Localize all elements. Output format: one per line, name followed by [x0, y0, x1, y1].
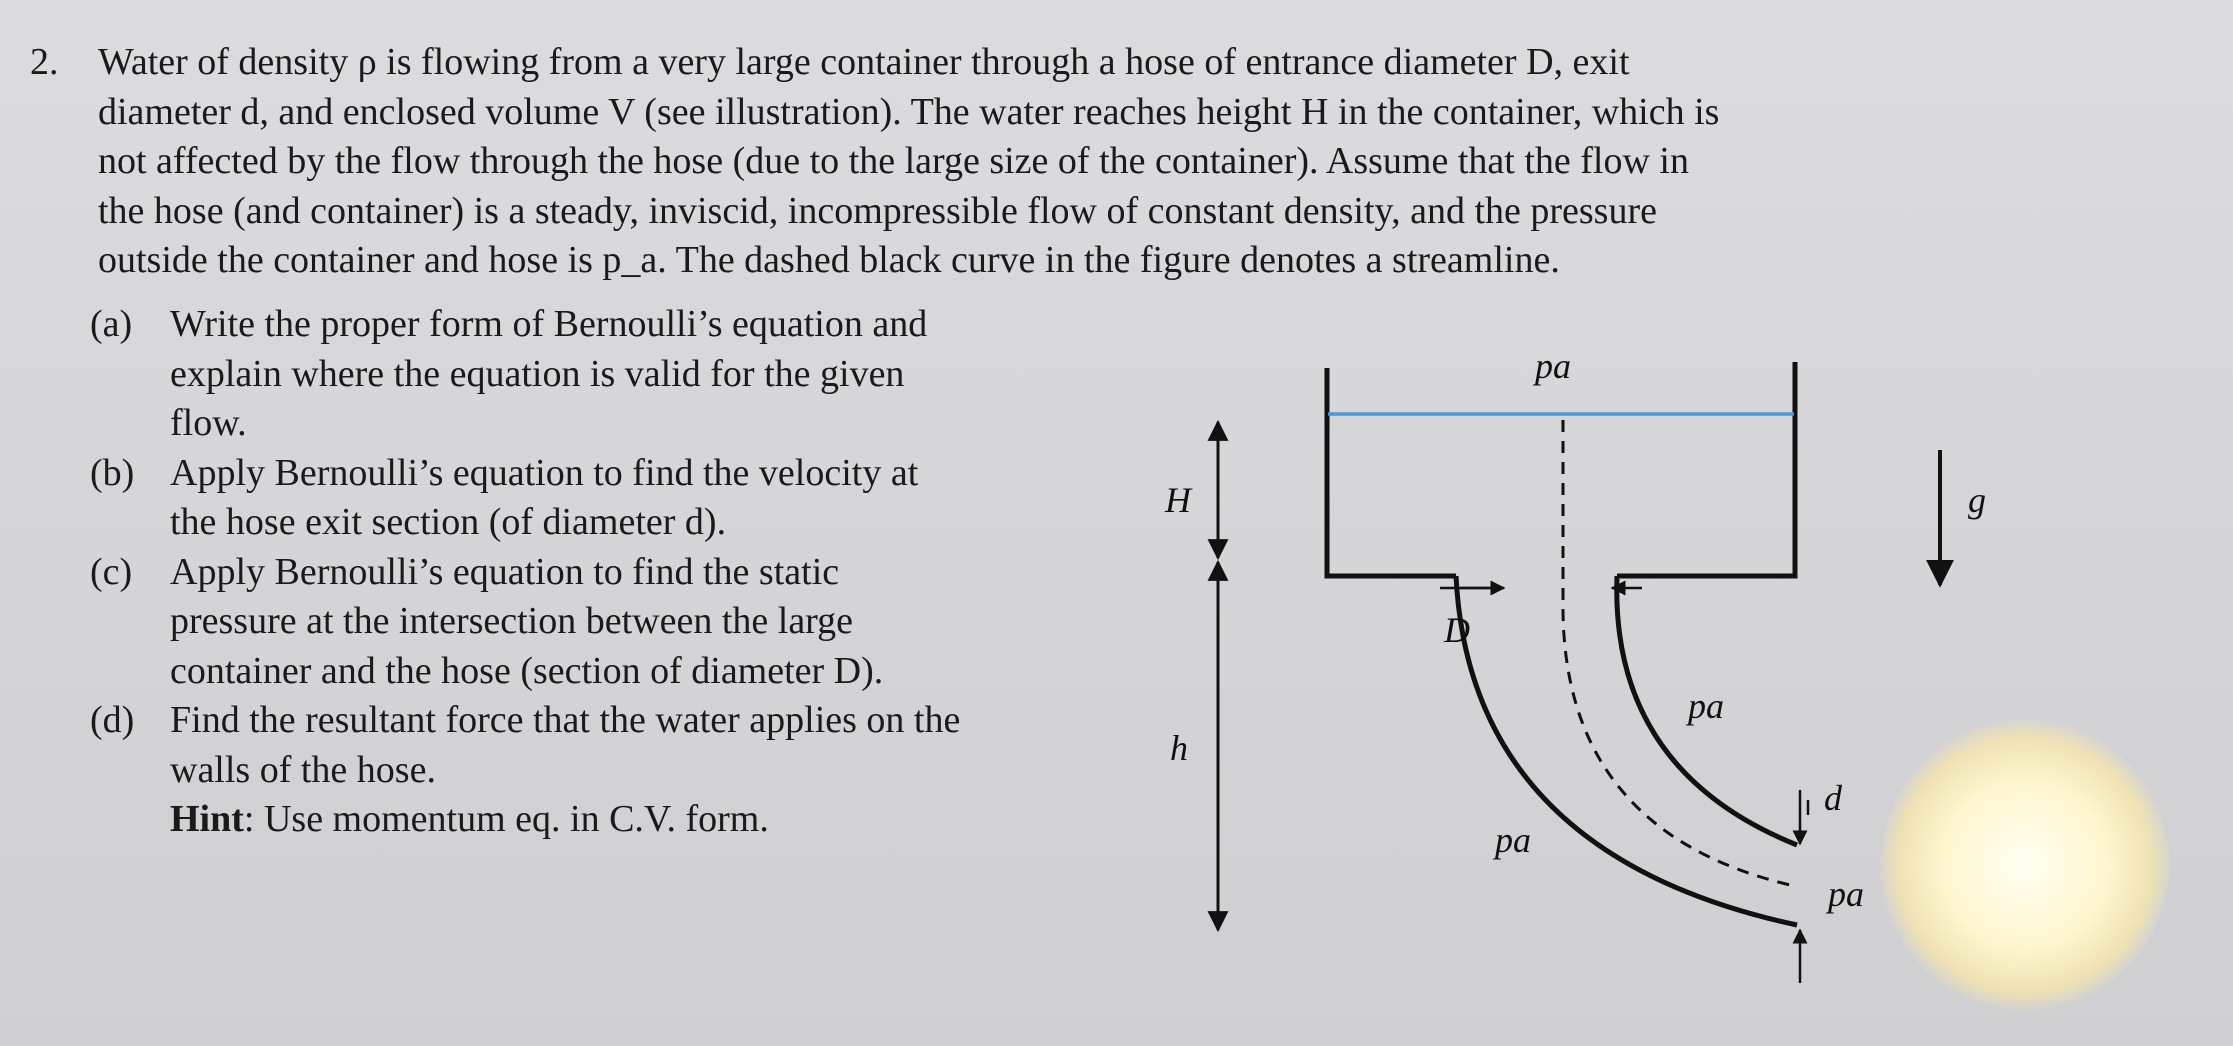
label-D: D [1444, 610, 1470, 650]
streamline [1563, 420, 1790, 885]
part-c-label: (c) [90, 550, 133, 593]
label-H: H [1165, 480, 1191, 520]
part-b-line-2: the hose exit section (of diameter d). [170, 501, 727, 543]
label-g: g [1968, 480, 1986, 520]
part-b-line-1: Apply Bernoulli’s equation to find the velocity at [170, 451, 919, 494]
stem-line-4: the hose (and container) is a steady, inviscid, incompressible flow of constant density, and the pressure [98, 189, 1657, 232]
label-pa-right: pa [1688, 686, 1724, 726]
stem-line-5: outside the container and hose is p_a. The dashed black curve in the figure denotes a streamline. [98, 239, 1560, 281]
part-c-line-3: container and the hose (section of diameter D). [170, 649, 884, 692]
part-d-line-2: walls of the hose. [170, 748, 436, 791]
label-pa-left: pa [1495, 820, 1531, 860]
part-a-line-3: flow. [170, 402, 247, 444]
container-left-wall [1327, 368, 1456, 576]
part-a-line-2: explain where the equation is valid for the given [170, 352, 905, 395]
label-pa-exit: pa [1828, 874, 1864, 914]
part-c-line-1: Apply Bernoulli’s equation to find the static [170, 550, 840, 593]
container-right-wall [1617, 362, 1795, 576]
hint-label: Hint [170, 798, 244, 840]
hint-text: : Use momentum eq. in C.V. form. [243, 798, 769, 840]
stem-line-1: Water of density ρ is flowing from a very large container through a hose of entrance diameter D, exit [98, 41, 1630, 83]
problem-number: 2. [30, 41, 59, 83]
part-d-label: (d) [90, 699, 135, 741]
part-a-line-1: Write the proper form of Bernoulli’s equation and [170, 303, 928, 345]
label-h: h [1170, 728, 1188, 768]
stem-line-3: not affected by the flow through the hose (due to the large size of the container). Assume that the flow in [98, 140, 1689, 182]
label-d: d [1824, 778, 1842, 818]
light-glare [1880, 720, 2170, 1010]
label-pa-top: pa [1535, 346, 1571, 386]
part-b-label: (b) [90, 451, 135, 494]
part-d-line-1: Find the resultant force that the water applies on the [170, 699, 961, 741]
part-a-label: (a) [90, 303, 133, 345]
part-c-line-2: pressure at the intersection between the large [170, 600, 854, 642]
stem-line-2: diameter d, and enclosed volume V (see illustration). The water reaches height H in the container, which is [98, 90, 1720, 133]
